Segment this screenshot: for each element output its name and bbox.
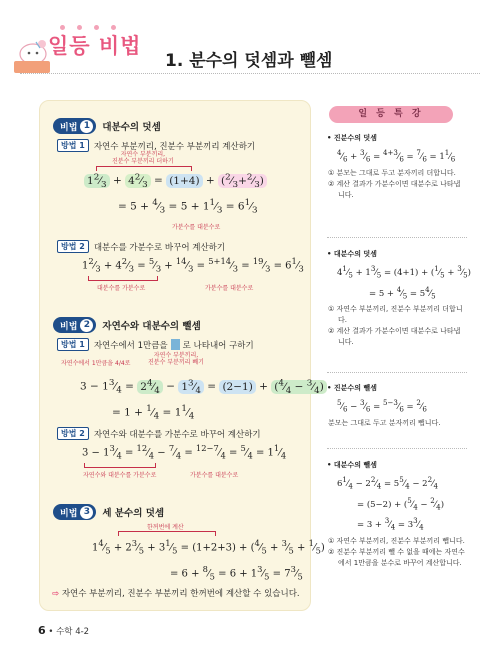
side-item: ② 계산 결과가 가분수이면 대분수로 나타냅니다.: [328, 327, 461, 347]
side-item: ② 진분수 부분끼리 뺄 수 없을 때에는 자연수에서 1만큼을 분수로 바꾸어 계산합니다.: [328, 547, 465, 567]
side-divider: [327, 448, 467, 449]
bibeop3-note: 한꺼번에 계산: [147, 524, 184, 531]
bibeop1-note-left: 대분수를 가분수로: [97, 285, 146, 292]
bibeop1-heading: [53, 118, 161, 134]
side-item: ① 분모는 그대로 두고 분자끼리 더합니다.: [328, 168, 456, 177]
header-divider: [20, 73, 480, 74]
page-number: 6: [38, 624, 46, 637]
method-tag: 방법 1: [57, 338, 89, 351]
side-section-4: [327, 460, 467, 569]
bibeop1-eq3: $1^2⁄_3$ + $4^2⁄_3$ = $^5⁄_3$ + $^{14}⁄_3$ = $^{5+14}⁄_3$ = $^{19}⁄_3$ = $6^1⁄_3$: [82, 256, 304, 274]
side-title: • 대분수의 덧셈: [327, 250, 377, 258]
bibeop2-method1: [57, 338, 254, 351]
method-text-2: 로 나타내어 구하기: [182, 340, 254, 351]
page-title: 1. 분수의 덧셈과 뺄셈: [165, 51, 333, 71]
side-heading: 일 등 특 강: [329, 106, 453, 123]
bracket-bottom: [88, 276, 158, 281]
bibeop2-title: 자연수와 대분수의 뺄셈: [102, 321, 201, 332]
bibeop2-note-right: 자연수 부분끼리, 진분수 부분끼리 빼기: [148, 352, 204, 366]
arrow-icon: ⇨: [52, 589, 60, 599]
side-item: ② 계산 결과가 가분수이면 대분수로 나타냅니다.: [328, 179, 461, 199]
method-text: 자연수 부분끼리, 진분수 부분끼리 계산하기: [93, 141, 256, 152]
bibeop3-title: 세 분수의 덧셈: [102, 508, 165, 519]
bibeop1-note-right: 가분수를 대분수로: [205, 285, 254, 292]
side-item: ① 자연수 부분끼리, 진분수 부분끼리 뺍니다.: [328, 536, 465, 545]
side-eq: $4^1⁄_5$ + $1^3⁄_5 = (4+1)$ + ($^1⁄_5$ + $^3⁄_5$): [337, 264, 471, 280]
side-title: • 진분수의 덧셈: [327, 134, 377, 142]
side-title: • 대분수의 뺄셈: [327, 461, 377, 469]
side-section-3: [327, 383, 467, 429]
header-badge: 일등 비법: [48, 34, 142, 58]
bibeop3-conclusion: ⇨ 자연수 부분끼리, 진분수 부분끼리 한꺼번에 계산할 수 있습니다.: [52, 589, 300, 599]
page-footer: [38, 624, 89, 637]
method-tag: 방법 1: [57, 139, 89, 152]
bracket-top: [118, 531, 216, 536]
method-tag: 방법 2: [57, 427, 89, 440]
blank-box: [171, 339, 180, 350]
bibeop1-note-bottom: 가분수를 대분수로: [172, 224, 221, 231]
bibeop2-method2: [57, 427, 261, 440]
side-divider: [327, 237, 467, 238]
method-text: 자연수에서 1만큼을: [93, 340, 168, 351]
bibeop1-note-top: 자연수 부분끼리, 진분수 부분끼리 더하기: [112, 151, 174, 165]
bibeop1-eq2: = $5 + ^4⁄_3 = 5$ + $1^1⁄_3$ = $6^1⁄_3$: [118, 198, 258, 216]
footer-text: • 수학 4-2: [48, 627, 90, 637]
side-eq: = $5 + ^4⁄_5$ = $5^4⁄_5$: [369, 284, 436, 301]
header-accent-bar: [14, 61, 50, 73]
side-item: ① 자연수 부분끼리, 진분수 부분끼리 더합니다.: [328, 305, 463, 325]
bibeop1-badge: 비법 1: [53, 118, 96, 134]
method-tag: 방법 2: [57, 240, 89, 253]
side-item: 분모는 그대로 두고 분자끼리 뺍니다.: [328, 418, 441, 427]
side-title: • 진분수의 뺄셈: [327, 384, 377, 392]
side-eq: = $3 + ^3⁄_4$ = $3^3⁄_4$: [357, 516, 424, 532]
side-eq: = $(5-2) + (^5⁄_4$ − $^2⁄_4$): [357, 495, 445, 512]
bibeop2-note-left2: 자연수와 대분수를 가분수로: [83, 472, 157, 479]
side-section-1: [327, 133, 467, 201]
bibeop2-note-right2: 가분수를 대분수로: [190, 472, 239, 479]
side-section-2: [327, 249, 471, 348]
bibeop1-eq1: $1^2⁄_3$ + $4^2⁄_3 = (1+4)$ + $(^2⁄_3+^2⁄_3)$: [84, 172, 267, 190]
side-divider: [327, 372, 467, 373]
bibeop2-eq1: $3 - 1^3⁄_4$ = $2^4⁄_4$ − $1^3⁄_4 = (2-1)$ + ($^4⁄_4$ − $^3⁄_4$): [80, 378, 327, 396]
side-eq: $^5⁄_6$ − $^3⁄_6$ = $^{5-3}⁄_6$ = $^2⁄_6$: [337, 398, 427, 414]
bracket-bottom: [84, 463, 156, 468]
bibeop2-eq2: = $1 + ^1⁄_4$ = $1^1⁄_4$: [112, 404, 195, 422]
bibeop3-badge: 비법 3: [53, 504, 96, 520]
bibeop2-eq3: $3 - 1^3⁄_4$ = $^{12}⁄_4$ − $^7⁄_4$ = $^{12-7}⁄_4$ = $^5⁄_4$ = $1^1⁄_4$: [82, 443, 287, 461]
bibeop3-eq2: = $6 + ^8⁄_5 = 6$ + $1^3⁄_5$ = $7^3⁄_5$: [170, 564, 303, 582]
bibeop1-method2: [57, 240, 225, 253]
bibeop2-badge: 비법 2: [53, 317, 96, 333]
side-eq: $^4⁄_6$ + $^3⁄_6$ = $^{4+3}⁄_6$ = $^7⁄_6$ = $1^1⁄_6$: [337, 148, 456, 164]
bibeop3-heading: [53, 504, 164, 520]
bibeop2-heading: [53, 317, 201, 333]
method-text: 대분수를 가분수로 바꾸어 계산하기: [93, 242, 226, 253]
side-eq: $6^1⁄_4$ − $2^2⁄_4$ = $5^5⁄_4$ − $2^2⁄_4$: [337, 475, 439, 491]
bracket-top: [96, 166, 192, 171]
method-text: 자연수와 대분수를 가분수로 바꾸어 계산하기: [93, 429, 261, 440]
bibeop1-title: 대분수의 덧셈: [102, 122, 161, 133]
bibeop3-eq1: $1^4⁄_5$ + $2^3⁄_5$ + $3^1⁄_5 = (1+2+3)$ + ($^4⁄_5$ + $^3⁄_5$ + $^1⁄_5$): [92, 538, 325, 556]
bibeop2-note-left: 자연수에서 1만큼을 4/4로: [61, 360, 131, 367]
